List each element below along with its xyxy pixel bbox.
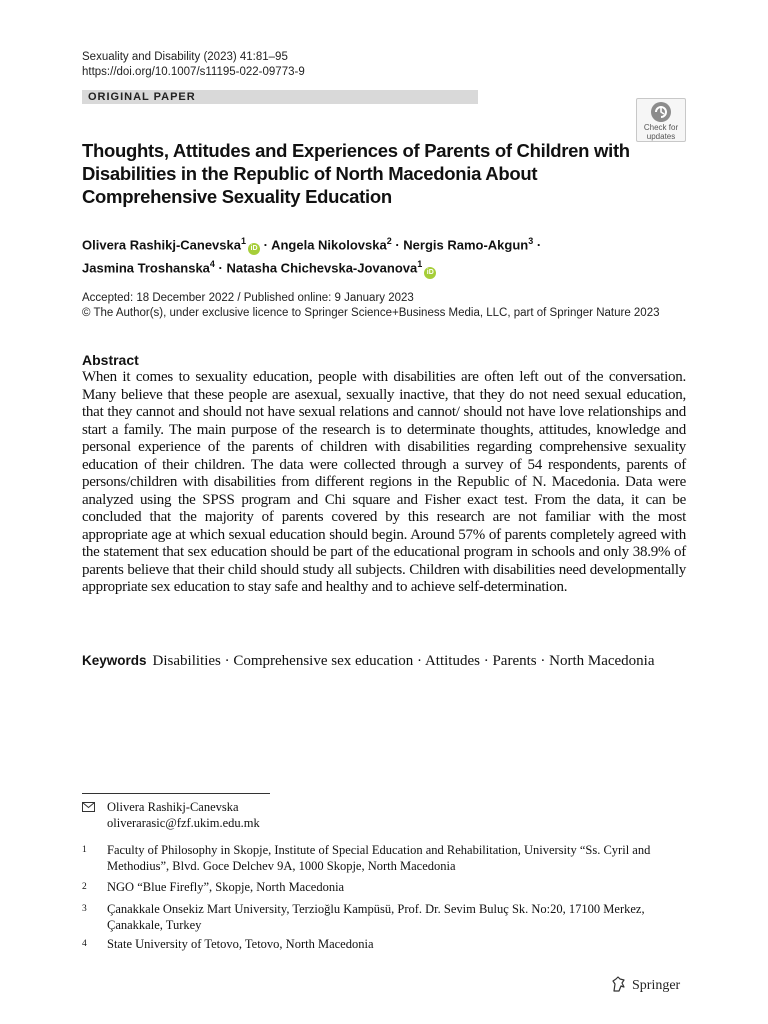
article-title: Thoughts, Attitudes and Experiences of Parents of Children with Disabilities in the Republic of North Macedonia About Comprehensive Sexuality Education	[82, 140, 630, 207]
copyright-notice: © The Author(s), under exclusive licence to Springer Science+Business Media, LLC, part of Springer Nature 2023	[82, 307, 660, 319]
check-updates-icon	[650, 101, 672, 123]
publisher-logo	[610, 975, 680, 994]
affiliation-text: Çanakkale Onsekiz Mart University, Terzioğlu Kampüsü, Prof. Dr. Sevim Buluç Sk. No:20, 17100 Merkez, Çanakkale, Turkey	[107, 902, 645, 932]
footnote-divider	[82, 793, 270, 794]
author-name[interactable]: Olivera Rashikj-Canevska	[82, 237, 241, 253]
envelope-icon	[82, 802, 95, 812]
keywords-label: Keywords	[82, 653, 147, 668]
author-affiliation-ref: 4	[209, 259, 215, 270]
affiliation-number: 4	[82, 939, 87, 949]
publisher-name: Springer	[632, 978, 681, 993]
author-name[interactable]: Nergis Ramo-Akgun	[403, 237, 529, 253]
keywords-section	[82, 652, 686, 670]
affiliation-number: 1	[82, 845, 87, 855]
author-affiliation-ref: 1	[240, 236, 246, 246]
author-affiliation-ref: 3	[528, 236, 534, 246]
corresponding-author-email[interactable]: oliverarasic@fzf.ukim.edu.mk	[107, 815, 260, 830]
author-list: Olivera Rashikj-Canevska$^1$iD · Angela Nikolovska$^2$ · Nergis Ramo-Akgun$^3$ · Jasmina Troshanska$^4$ · Natasha Chichevska-Jovanova$^1$iD	[82, 232, 642, 279]
author-name[interactable]: Angela Nikolovska	[271, 237, 387, 253]
affiliation-number: 2	[82, 882, 87, 892]
corresponding-author-name: Olivera Rashikj-Canevska	[107, 800, 239, 814]
orcid-icon[interactable]: iD	[424, 267, 436, 279]
check-updates-line1: Check for	[643, 123, 679, 132]
abstract-text: When it comes to sexuality education, people with disabilities are often left out of the conversation. Many believe that these people are asexual, sexually inactive, that they do not need sexual education, that they cannot and should not have sexual relations and cannot/ should not have love relationships and start a family. The main purpose of the research is to determinate thoughts, attitudes, knowledge and personal experience of the parents of children with disabilities regarding comprehensive sexuality education of their children. The data were collected through a survey of 54 respondents, parents of persons/children with disabilities from different regions in the Republic of N. Macedonia. Data were analyzed using the SPSS program and Chi square and Fisher exact test. From the data, it can be concluded that the majority of parents covered by this research are not familiar with the most appropriate age at which sexual education should begin. Around 57% of parents completely agreed with the statement that sex education should be part of the educational program in schools and only 38.9% of parents believe that their child should study all subjects. Children with disabilities need developmentally appropriate sex education to stay safe and healthy and to achieve self-determination.	[82, 369, 686, 595]
check-for-updates-badge[interactable]	[636, 98, 686, 142]
author-name[interactable]: Jasmina Troshanska	[82, 260, 210, 276]
author-affiliation-ref: 2	[386, 236, 392, 246]
affiliation-number: 3	[82, 904, 87, 914]
springer-horse-icon	[610, 975, 628, 993]
doi-link[interactable]: https://doi.org/10.1007/s11195-022-09773-9	[82, 65, 305, 78]
affiliation-text: State University of Tetovo, Tetovo, North Macedonia	[107, 937, 374, 951]
affiliation-text: Faculty of Philosophy in Skopje, Institute of Special Education and Rehabilitation, University “Ss. Cyril and Methodius”, Blvd. Goce Delchev 9A, 1000 Skopje, North Macedonia	[107, 843, 651, 873]
orcid-icon[interactable]: iD	[248, 243, 260, 255]
publication-info	[82, 291, 660, 321]
abstract-heading: Abstract	[82, 352, 139, 368]
author-affiliation-ref: 1	[417, 259, 423, 270]
check-updates-line2: updates	[646, 132, 676, 141]
article-type-bar: ORIGINAL PAPER	[82, 90, 478, 104]
author-name[interactable]: Natasha Chichevska-Jovanova	[226, 260, 418, 276]
affiliation-text: NGO “Blue Firefly”, Skopje, North Macedonia	[107, 880, 345, 894]
keywords-list: Disabilities · Comprehensive sex education · Attitudes · Parents · North Macedonia	[152, 653, 655, 669]
publication-dates: Accepted: 18 December 2022 / Published online: 9 January 2023	[82, 292, 414, 304]
journal-header	[82, 50, 305, 79]
journal-citation: Sexuality and Disability (2023) 41:81–95	[82, 51, 288, 63]
